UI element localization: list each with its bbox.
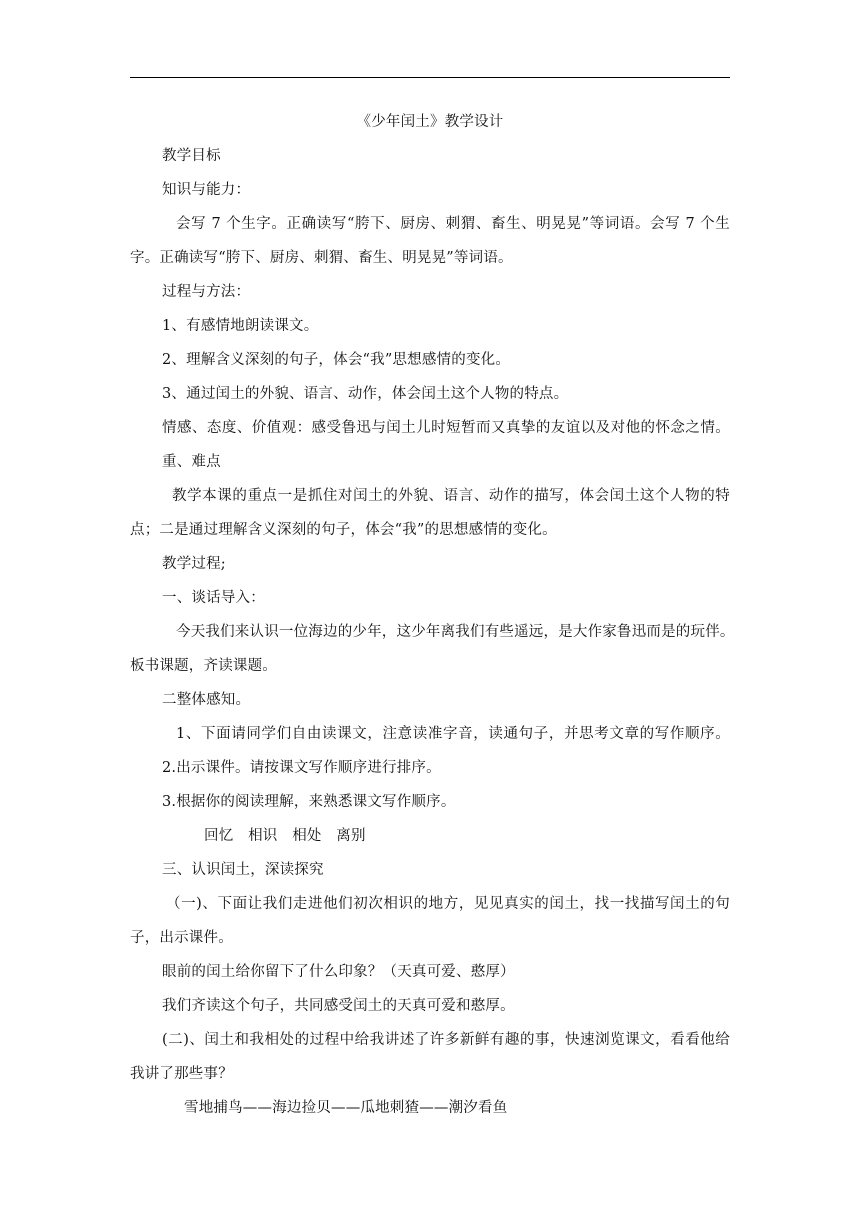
paragraph: 字。正确读写“胯下、厨房、刺猬、畜生、明晃晃”等词语。	[130, 250, 513, 266]
paragraph: 1、下面请同学们自由读课文，注意读准字音，读通句子，并思考文章的写作顺序。	[176, 726, 730, 742]
header-rule	[130, 77, 730, 78]
list-item: 2、理解含义深刻的句子，体会“我”思想感情的变化。	[162, 352, 511, 368]
paragraph: 子，出示课件。	[130, 930, 233, 946]
section-heading: 教学过程;	[162, 556, 226, 572]
paragraph: 我讲了那些事？	[130, 1066, 233, 1082]
paragraph: 2.出示课件。请按课文写作顺序进行排序。	[162, 760, 441, 776]
sequence-line: 回忆 相识 相处 离别	[204, 828, 366, 844]
paragraph: 板书课题，齐读课题。	[130, 658, 277, 674]
section-heading: 一、谈话导入：	[162, 590, 265, 606]
section-heading: 三、认识闰土，深读探究	[162, 862, 324, 878]
paragraph: 点；二是通过理解含义深刻的句子，体会“我”的思想感情的变化。	[130, 522, 557, 538]
section-heading: 重、难点	[162, 454, 221, 470]
paragraph: （一)、下面让我们走进他们初次相识的地方，见见真实的闰土，找一找描写闰土的句	[166, 896, 730, 912]
paragraph: 知识与能力：	[162, 182, 251, 198]
list-item: 3、通过闰土的外貌、语言、动作，体会闰土这个人物的特点。	[162, 386, 569, 402]
document-title: 《少年闰土》教学设计	[356, 114, 504, 130]
paragraph: 3.根据你的阅读理解，来熟悉课文写作顺序。	[162, 794, 456, 810]
paragraph: (二)、闰土和我相处的过程中给我讲述了许多新鲜有趣的事，快速浏览课文，看看他给	[162, 1032, 730, 1048]
paragraph: 教学本课的重点一是抓住对闰土的外貌、语言、动作的描写，体会闰土这个人物的特	[172, 488, 730, 504]
paragraph: 我们齐读这个句子，共同感受闰土的天真可爱和憨厚。	[162, 998, 515, 1014]
paragraph: 会写 7 个生字。正确读写“胯下、厨房、刺猬、畜生、明晃晃”等词语。会写 7 个生	[176, 216, 730, 232]
sequence-line: 雪地捕鸟——海边捡贝——瓜地刺猹——潮汐看鱼	[184, 1100, 508, 1116]
list-item: 1、有感情地朗读课文。	[162, 318, 319, 334]
paragraph: 教学目标	[162, 148, 221, 164]
paragraph: 情感、态度、价值观：感受鲁迅与闰土儿时短暂而又真挚的友谊以及对他的怀念之情。	[162, 420, 730, 436]
section-heading: 二整体感知。	[162, 692, 251, 708]
paragraph: 眼前的闰土给你留下了什么印象？（天真可爱、憨厚）	[162, 964, 515, 980]
paragraph: 过程与方法：	[162, 284, 251, 300]
paragraph: 今天我们来认识一位海边的少年，这少年离我们有些遥远，是大作家鲁迅而是的玩伴。	[176, 624, 735, 640]
